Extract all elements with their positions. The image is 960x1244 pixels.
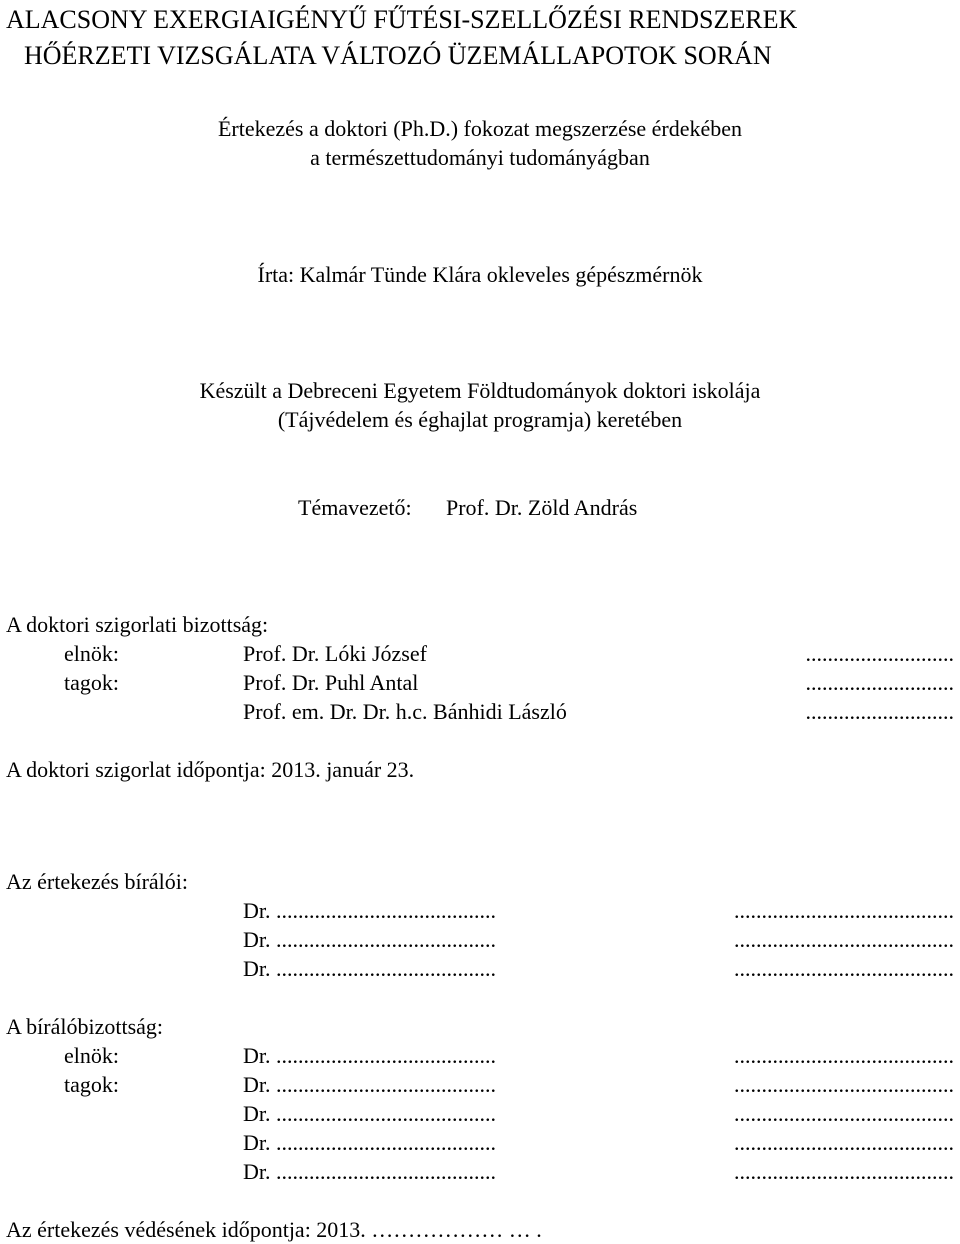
exam-committee-member-name: Prof. Dr. Puhl Antal: [243, 670, 419, 695]
school-line-1: Készült a Debreceni Egyetem Földtudományok doktori iskolája: [199, 378, 761, 403]
document-title-line-1: ALACSONY EXERGIAIGÉNYŰ FŰTÉSI-SZELLŐZÉSI RENDSZEREK: [6, 5, 798, 34]
school-line-2: (Tájvédelem és éghajlat programja) keretében: [277, 407, 683, 432]
supervisor-label: Témavezető:: [298, 495, 412, 520]
signature-dots: ...........................: [805, 699, 954, 724]
signature-dots: ........................................: [734, 1072, 954, 1097]
signature-dots: ........................................: [734, 1043, 954, 1068]
signature-dots: ...........................: [805, 641, 954, 666]
signature-dots: ........................................: [734, 1130, 954, 1155]
exam-committee-role: elnök:: [64, 641, 119, 666]
review-committee-heading: A bírálóbizottság:: [6, 1014, 164, 1039]
review-committee-member-name: Dr. ........................................: [243, 1072, 496, 1097]
degree-line-1: Értekezés a doktori (Ph.D.) fokozat megszerzése érdekében: [217, 116, 743, 141]
degree-line-2: a természettudományi tudományágban: [310, 145, 650, 170]
reviewers-heading: Az értekezés bírálói:: [6, 869, 189, 894]
document-title-line-2: HŐÉRZETI VIZSGÁLATA VÁLTOZÓ ÜZEMÁLLAPOTOK SORÁN: [24, 41, 772, 70]
supervisor-name: Prof. Dr. Zöld András: [446, 495, 638, 520]
reviewer-name: Dr. ........................................: [243, 927, 496, 952]
reviewer-name: Dr. ........................................: [243, 898, 496, 923]
signature-dots: ........................................: [734, 1159, 954, 1184]
defense-date-line: Az értekezés védésének időpontja: 2013. ……………… … .: [6, 1217, 542, 1242]
author-line: Írta: Kalmár Tünde Klára okleveles gépészmérnök: [257, 262, 703, 287]
exam-committee-role: tagok:: [64, 670, 119, 695]
exam-date-line: A doktori szigorlat időpontja: 2013. január 23.: [6, 757, 415, 782]
review-committee-role: tagok:: [64, 1072, 119, 1097]
reviewer-name: Dr. ........................................: [243, 956, 496, 981]
exam-committee-heading: A doktori szigorlati bizottság:: [6, 612, 269, 637]
review-committee-member-name: Dr. ........................................: [243, 1101, 496, 1126]
review-committee-member-name: Dr. ........................................: [243, 1159, 496, 1184]
review-committee-member-name: Dr. ........................................: [243, 1130, 496, 1155]
signature-dots: ...........................: [805, 670, 954, 695]
signature-dots: ........................................: [734, 898, 954, 923]
exam-committee-member-name: Prof. em. Dr. Dr. h.c. Bánhidi László: [243, 699, 567, 724]
signature-dots: ........................................: [734, 1101, 954, 1126]
signature-dots: ........................................: [734, 927, 954, 952]
review-committee-role: elnök:: [64, 1043, 119, 1068]
review-committee-member-name: Dr. ........................................: [243, 1043, 496, 1068]
exam-committee-member-name: Prof. Dr. Lóki József: [243, 641, 427, 666]
signature-dots: ........................................: [734, 956, 954, 981]
